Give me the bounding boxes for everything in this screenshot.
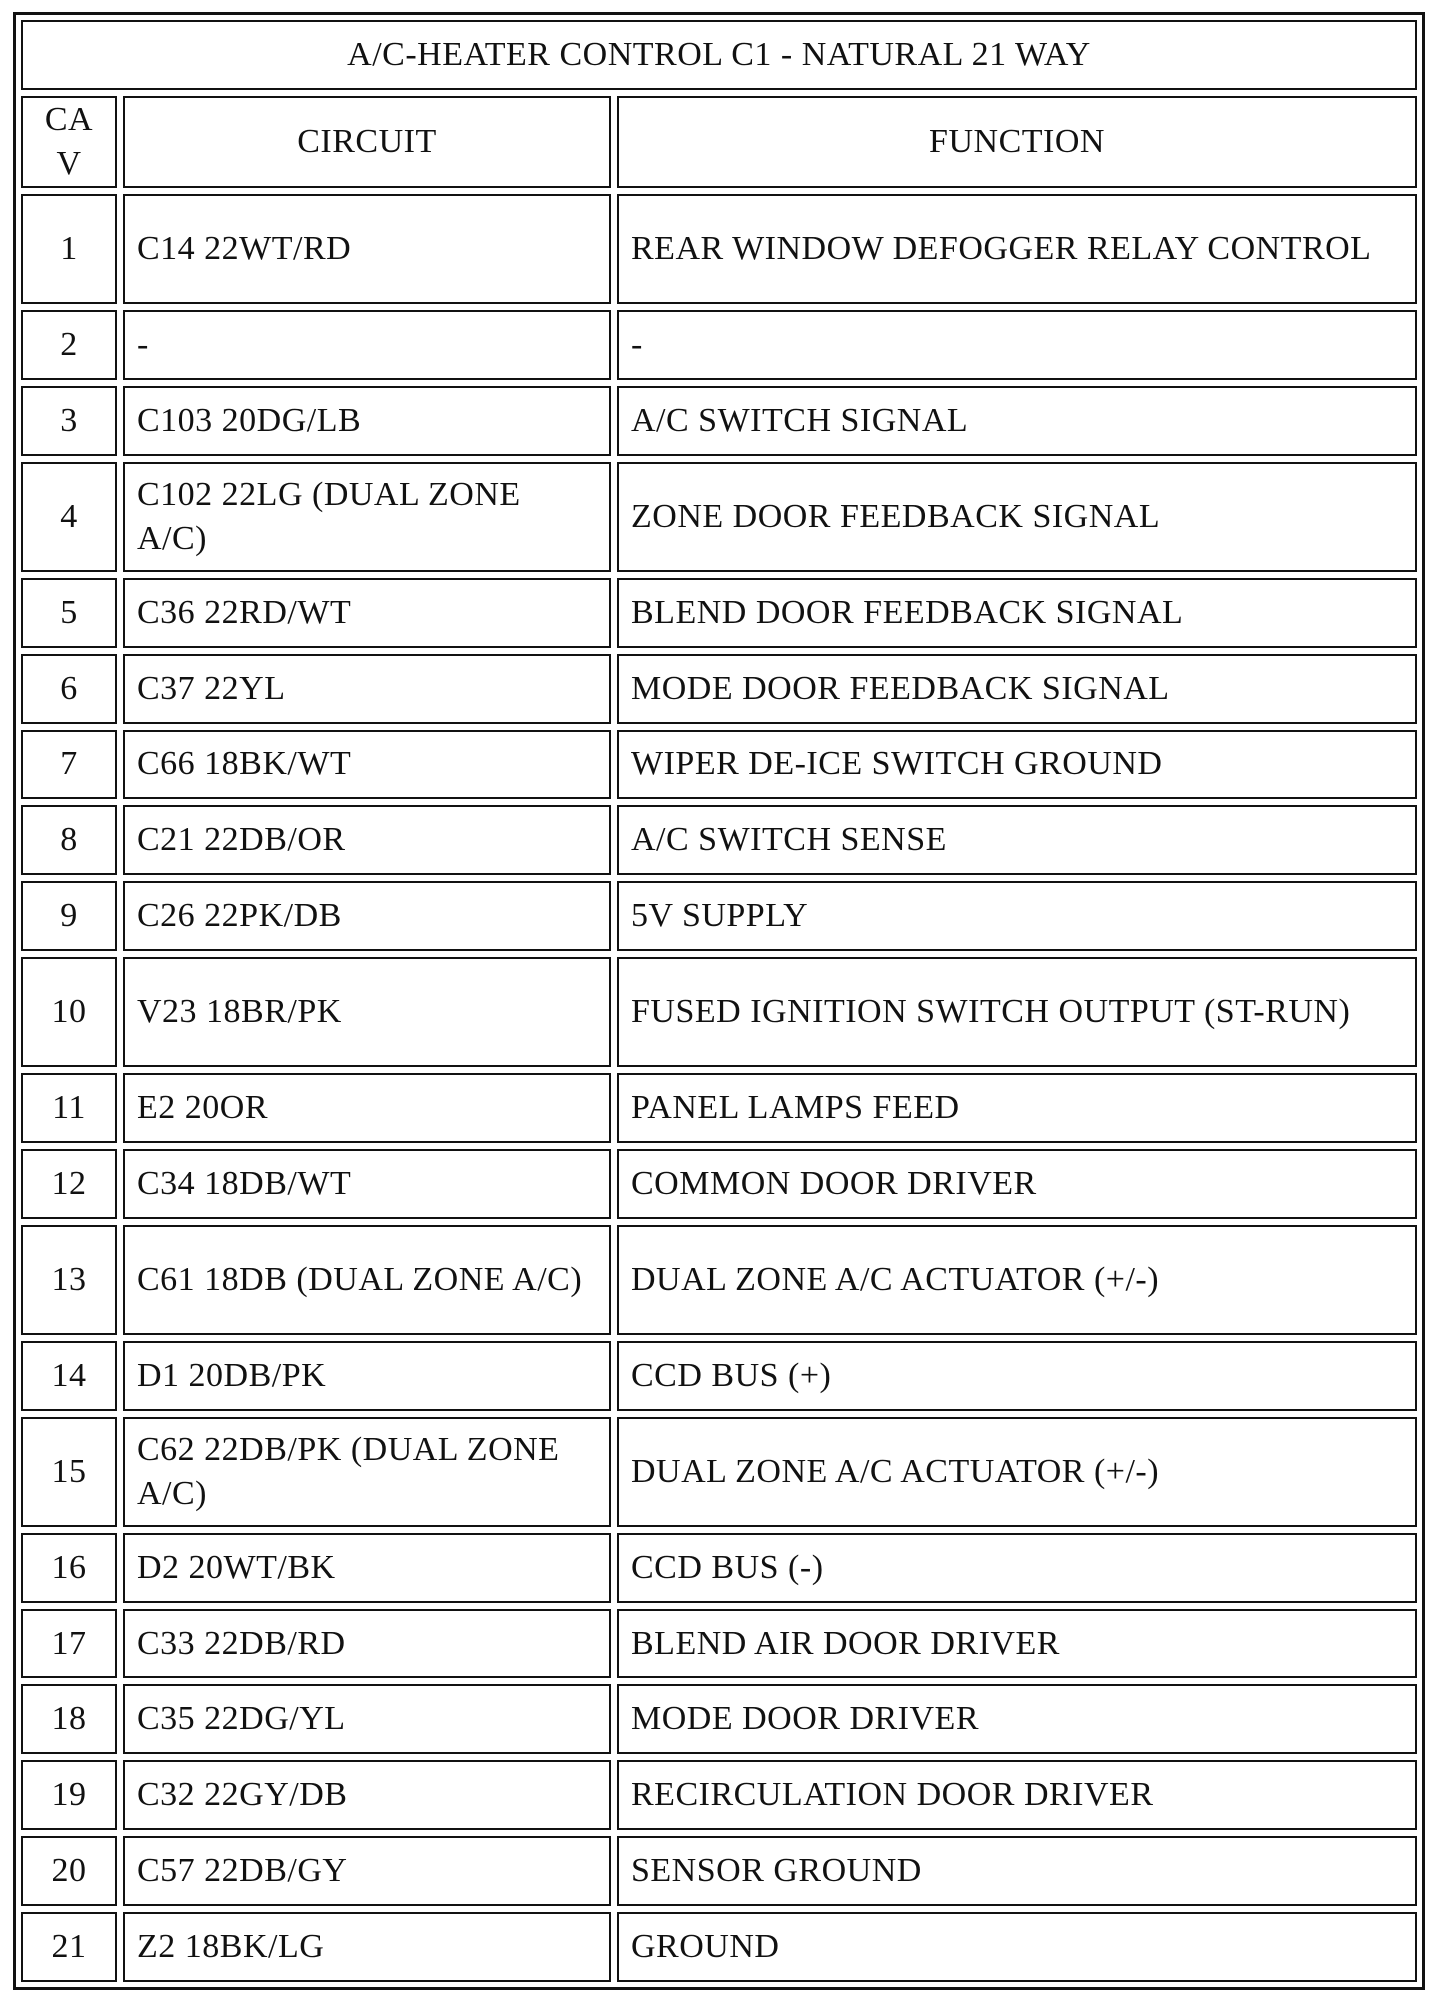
function-cell: ZONE DOOR FEEDBACK SIGNAL [617,462,1417,572]
cav-cell: 18 [21,1684,117,1754]
circuit-cell: V23 18BR/PK [123,957,611,1067]
function-cell: MODE DOOR FEEDBACK SIGNAL [617,654,1417,724]
circuit-cell: C26 22PK/DB [123,881,611,951]
connector-pinout-sheet [13,12,1425,1990]
table-row [21,462,1417,572]
circuit-cell: C62 22DB/PK (DUAL ZONE A/C) [123,1417,611,1527]
function-cell: A/C SWITCH SIGNAL [617,386,1417,456]
table-row [21,805,1417,875]
function-cell: FUSED IGNITION SWITCH OUTPUT (ST-RUN) [617,957,1417,1067]
circuit-cell: E2 20OR [123,1073,611,1143]
cav-cell: 2 [21,310,117,380]
table-row [21,578,1417,648]
cav-cell: 17 [21,1609,117,1679]
circuit-cell: C33 22DB/RD [123,1609,611,1679]
function-cell: COMMON DOOR DRIVER [617,1149,1417,1219]
function-cell: GROUND [617,1912,1417,1982]
function-cell: - [617,310,1417,380]
pinout-rows [21,194,1417,1982]
cav-cell: 20 [21,1836,117,1906]
function-cell: 5V SUPPLY [617,881,1417,951]
cav-cell: 6 [21,654,117,724]
header-circuit: CIRCUIT [123,96,611,188]
cav-cell: 10 [21,957,117,1067]
cav-cell: 5 [21,578,117,648]
header-cav: CAV [21,96,117,188]
circuit-cell: Z2 18BK/LG [123,1912,611,1982]
table-row [21,386,1417,456]
pinout-table [15,14,1423,1988]
cav-cell: 15 [21,1417,117,1527]
circuit-cell: C21 22DB/OR [123,805,611,875]
table-row [21,1149,1417,1219]
table-row [21,1836,1417,1906]
cav-cell: 3 [21,386,117,456]
table-row [21,654,1417,724]
table-row [21,1417,1417,1527]
function-cell: DUAL ZONE A/C ACTUATOR (+/-) [617,1417,1417,1527]
table-title: A/C-HEATER CONTROL C1 - NATURAL 21 WAY [21,20,1417,90]
cav-cell: 14 [21,1341,117,1411]
circuit-cell: C36 22RD/WT [123,578,611,648]
circuit-cell: C61 18DB (DUAL ZONE A/C) [123,1225,611,1335]
function-cell: WIPER DE-ICE SWITCH GROUND [617,730,1417,800]
cav-cell: 13 [21,1225,117,1335]
table-row [21,1073,1417,1143]
table-row [21,310,1417,380]
table-row [21,1760,1417,1830]
table-row [21,194,1417,304]
cav-cell: 16 [21,1533,117,1603]
circuit-cell: D2 20WT/BK [123,1533,611,1603]
function-cell: BLEND DOOR FEEDBACK SIGNAL [617,578,1417,648]
cav-cell: 4 [21,462,117,572]
circuit-cell: C66 18BK/WT [123,730,611,800]
circuit-cell: C35 22DG/YL [123,1684,611,1754]
circuit-cell: C103 20DG/LB [123,386,611,456]
function-cell: REAR WINDOW DEFOGGER RELAY CONTROL [617,194,1417,304]
cav-cell: 21 [21,1912,117,1982]
cav-cell: 7 [21,730,117,800]
circuit-cell: C32 22GY/DB [123,1760,611,1830]
function-cell: PANEL LAMPS FEED [617,1073,1417,1143]
cav-cell: 1 [21,194,117,304]
function-cell: BLEND AIR DOOR DRIVER [617,1609,1417,1679]
function-cell: CCD BUS (-) [617,1533,1417,1603]
table-row [21,881,1417,951]
circuit-cell: C102 22LG (DUAL ZONE A/C) [123,462,611,572]
table-row [21,1912,1417,1982]
function-cell: SENSOR GROUND [617,1836,1417,1906]
function-cell: RECIRCULATION DOOR DRIVER [617,1760,1417,1830]
table-row [21,957,1417,1067]
function-cell: MODE DOOR DRIVER [617,1684,1417,1754]
function-cell: A/C SWITCH SENSE [617,805,1417,875]
cav-cell: 9 [21,881,117,951]
table-row [21,1341,1417,1411]
circuit-cell: - [123,310,611,380]
function-cell: CCD BUS (+) [617,1341,1417,1411]
circuit-cell: D1 20DB/PK [123,1341,611,1411]
circuit-cell: C57 22DB/GY [123,1836,611,1906]
circuit-cell: C37 22YL [123,654,611,724]
cav-cell: 8 [21,805,117,875]
cav-cell: 19 [21,1760,117,1830]
cav-cell: 12 [21,1149,117,1219]
table-row [21,1533,1417,1603]
table-row [21,1609,1417,1679]
table-row [21,730,1417,800]
cav-cell: 11 [21,1073,117,1143]
function-cell: DUAL ZONE A/C ACTUATOR (+/-) [617,1225,1417,1335]
circuit-cell: C14 22WT/RD [123,194,611,304]
table-row [21,1684,1417,1754]
table-row [21,1225,1417,1335]
circuit-cell: C34 18DB/WT [123,1149,611,1219]
header-function: FUNCTION [617,96,1417,188]
